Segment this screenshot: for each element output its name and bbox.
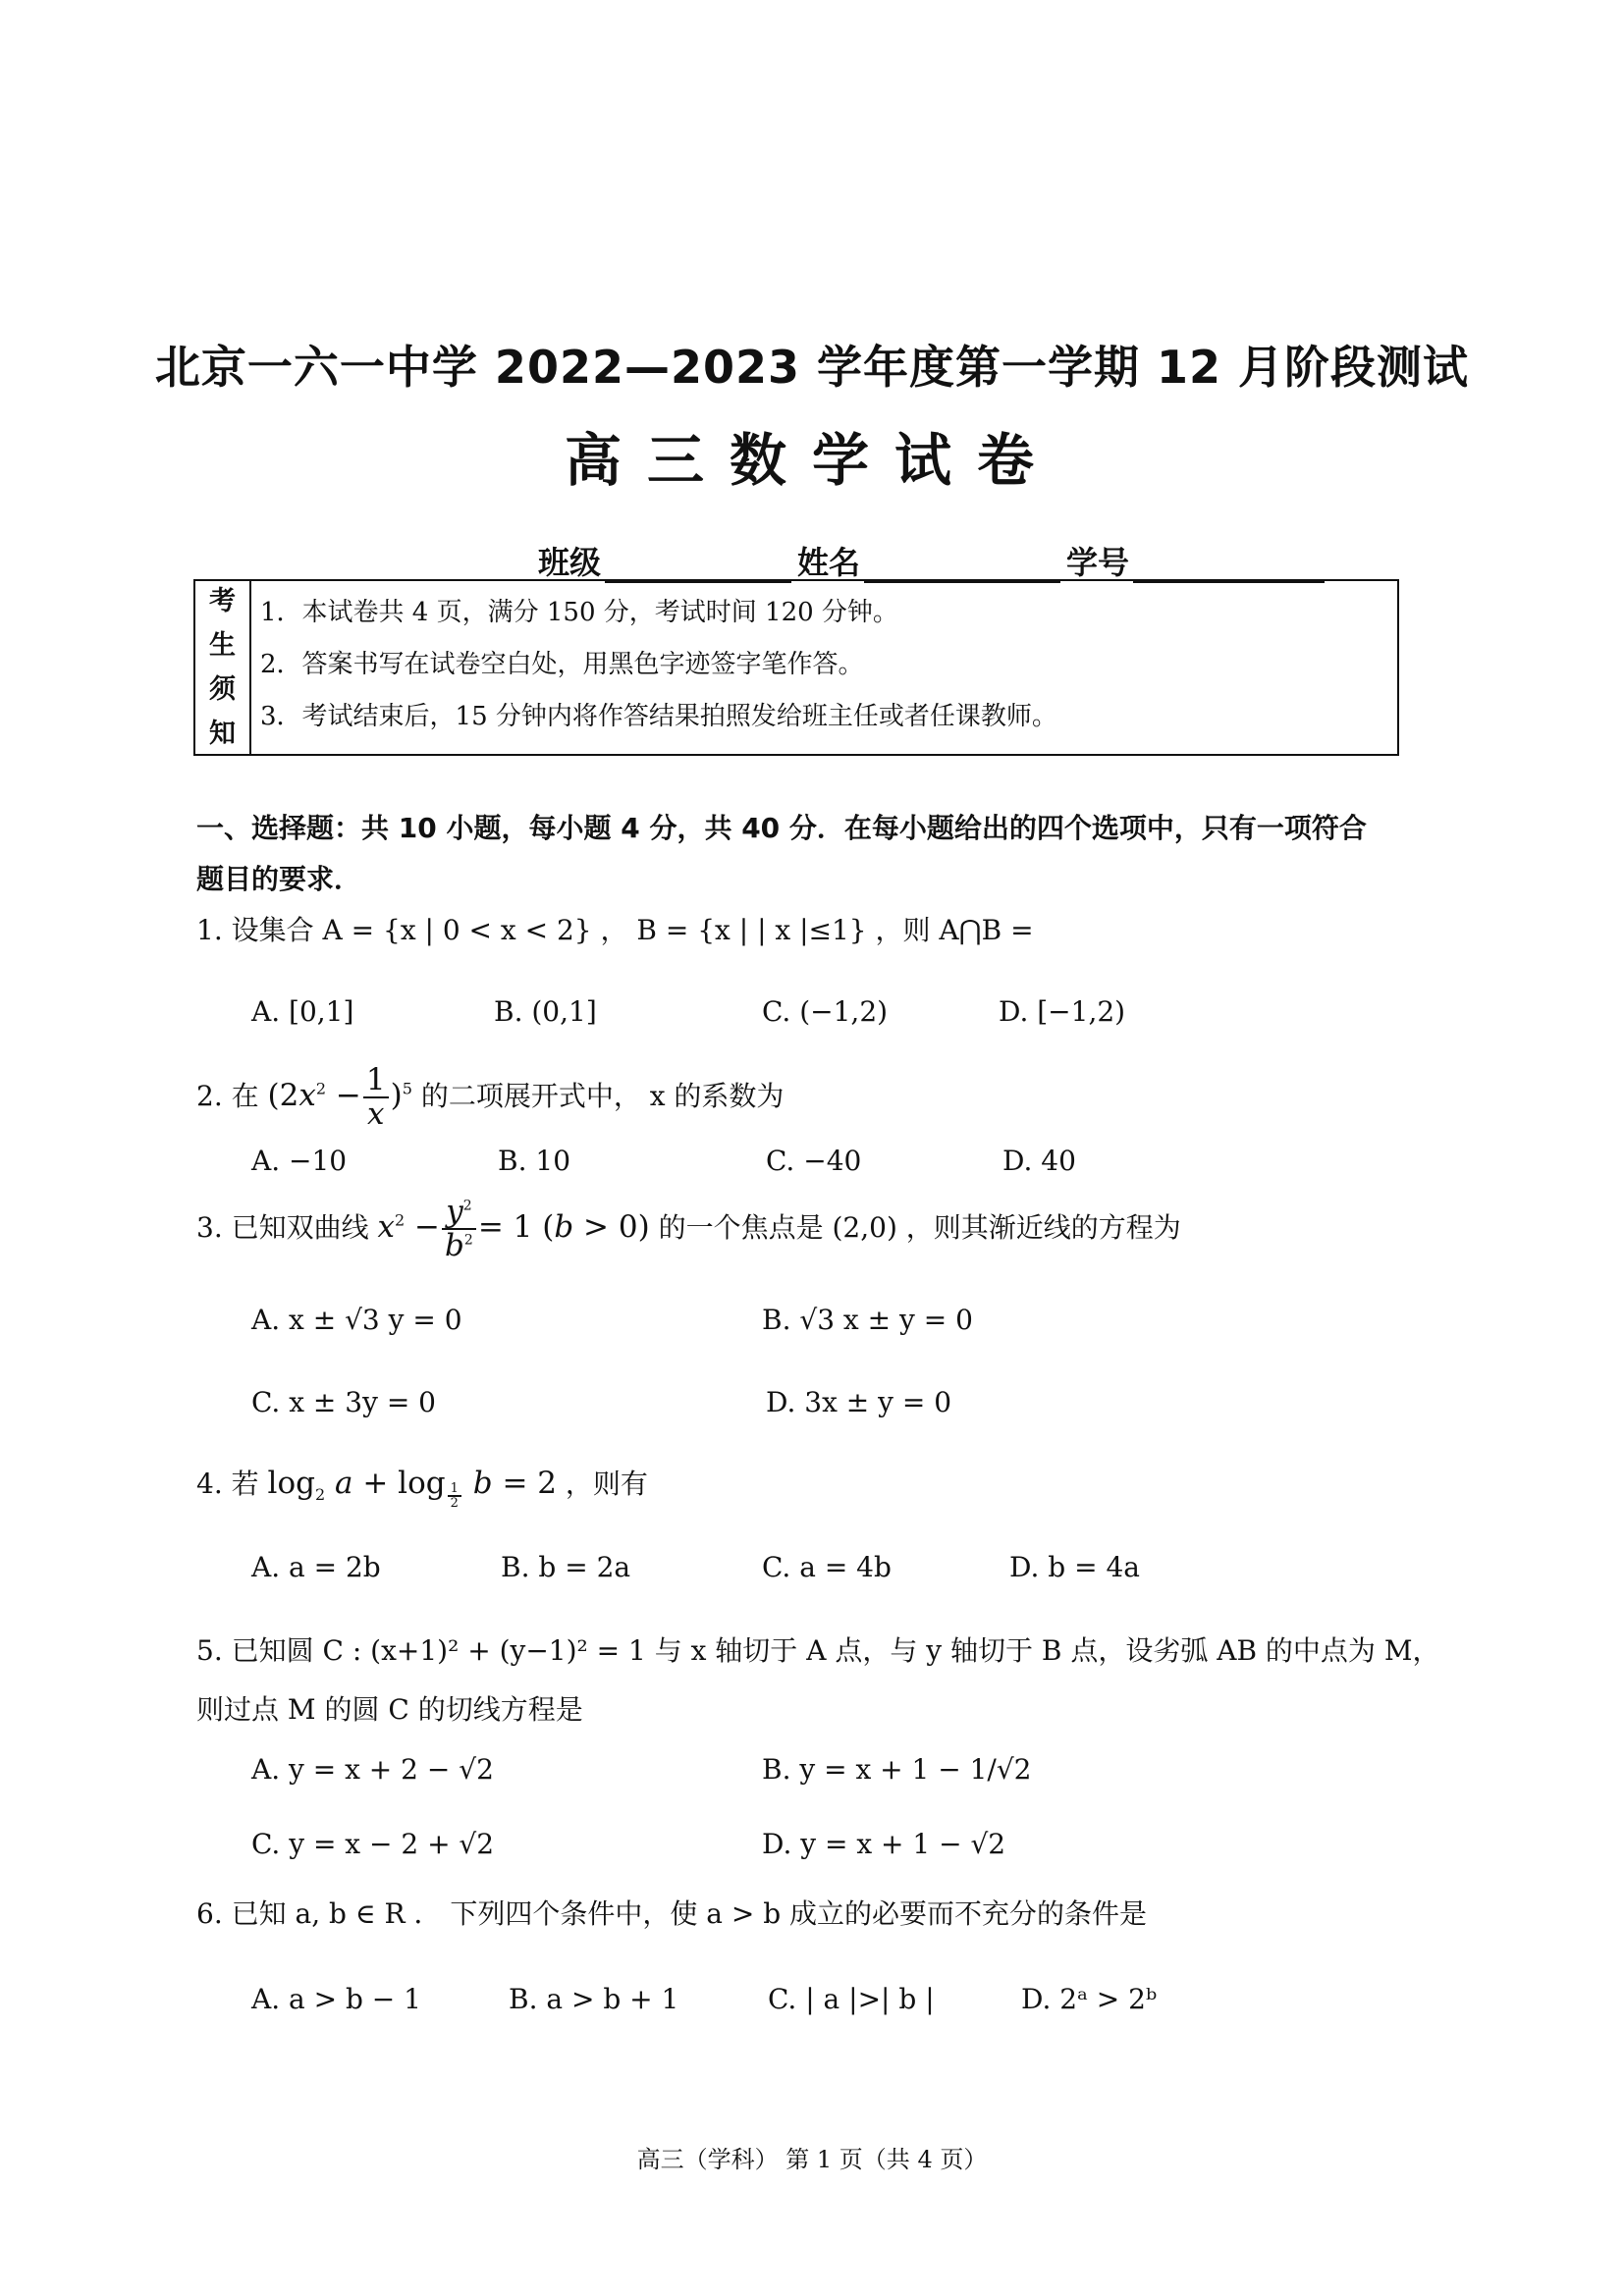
notice-item: 2．答案书写在试卷空白处，用黑色字迹签字笔作答。 [260, 650, 864, 679]
question-4-stem: 4. 若 $\log_2 a + \log$ $_{\frac{1}{2}}$ b = 2 ，则有 [196, 1466, 648, 1512]
q1-option-c[interactable]: C. (−1,2) [762, 995, 889, 1028]
page-footer: 高三（学科） 第 1 页（共 4 页） [636, 2146, 988, 2173]
question-2-stem: 2. 在 ($2x^2$ − $\frac{1}{x}$ )$^5$ 的二项展开式中， x 的系数为 [196, 1062, 785, 1132]
class-blank[interactable] [605, 547, 791, 583]
q5-option-c[interactable]: C. y = x − 2 + √2 [251, 1828, 495, 1860]
q3-option-c[interactable]: C. x ± 3y = 0 [251, 1386, 436, 1418]
section-heading: 一、选择题：共 10 小题，每小题 4 分，共 40 分．在每小题给出的四个选项中，只有一项符合 题目的要求． [196, 812, 1367, 895]
q6-option-a[interactable]: A. a > b − 1 [251, 1983, 421, 2015]
notice-items [260, 587, 1057, 743]
q1-option-a[interactable]: A. [0,1] [251, 995, 354, 1028]
q1-option-d[interactable]: D. [−1,2) [999, 995, 1126, 1028]
notice-item: 1．本试卷共 4 页，满分 150 分，考试时间 120 分钟。 [260, 598, 898, 627]
q2-option-b[interactable]: B. 10 [498, 1145, 571, 1177]
q2-option-d[interactable]: D. 40 [1002, 1145, 1076, 1177]
q5-option-b[interactable]: B. y = x + 1 − 1/√2 [762, 1753, 1032, 1786]
q2-expression: ($2x^2$ − $\frac{1}{x}$ )$^5$ [267, 1062, 412, 1132]
name-blank[interactable] [864, 547, 1060, 583]
student-info-row [538, 538, 1330, 583]
q3-expression: $x^2$ − $\frac{y^2}{b^2}$ = 1 (b > 0) [377, 1194, 650, 1263]
q6-option-d[interactable]: D. 2ᵃ > 2ᵇ [1021, 1983, 1158, 2015]
question-3-stem: 3. 已知双曲线 $x^2$ − $\frac{y^2}{b^2}$ = 1 (b > 0) 的一个焦点是 (2,0) ，则其渐近线的方程为 [196, 1194, 1181, 1263]
question-5-stem-line2: 则过点 M 的圆 C 的切线方程是 [196, 1693, 583, 1726]
q2-option-a[interactable]: A. −10 [251, 1145, 348, 1177]
q2-option-c[interactable]: C. −40 [766, 1145, 862, 1177]
q5-option-d[interactable]: D. y = x + 1 − √2 [762, 1828, 1006, 1860]
notice-side-label: 考 生 须 知 [195, 581, 251, 754]
q5-option-a[interactable]: A. y = x + 2 − √2 [251, 1753, 494, 1786]
q1-option-b[interactable]: B. (0,1] [494, 995, 597, 1028]
exam-title: 北京一六一中学 2022—2023 学年度第一学期 12 月阶段测试 [154, 341, 1470, 394]
q4-option-d[interactable]: D. b = 4a [1009, 1551, 1140, 1583]
question-5-stem-line1: 5. 已知圆 C : (x+1)² + (y−1)² = 1 与 x 轴切于 A 点，与 y 轴切于 B 点，设劣弧 AB 的中点为 M， [196, 1634, 1440, 1667]
q3-option-d[interactable]: D. 3x ± y = 0 [766, 1386, 952, 1418]
q6-option-c[interactable]: C. | a |>| b | [768, 1983, 935, 2015]
student-id-blank[interactable] [1133, 547, 1325, 583]
notice-item: 3．考试结束后，15 分钟内将作答结果拍照发给班主任或者任课教师。 [260, 702, 1057, 731]
name-label: 姓名 [797, 544, 861, 581]
q6-option-b[interactable]: B. a > b + 1 [509, 1983, 679, 2015]
q4-expression: $\log_2 a + \log$ $_{\frac{1}{2}}$ b = 2 [267, 1466, 558, 1512]
question-6-stem: 6. 已知 a, b ∈ R ． 下列四个条件中，使 a > b 成立的必要而不充分的条件是 [196, 1897, 1148, 1930]
q3-option-a[interactable]: A. x ± √3 y = 0 [251, 1304, 462, 1336]
q4-option-a[interactable]: A. a = 2b [251, 1551, 381, 1583]
student-id-label: 学号 [1066, 544, 1130, 581]
q4-option-c[interactable]: C. a = 4b [762, 1551, 892, 1583]
q3-option-b[interactable]: B. √3 x ± y = 0 [762, 1304, 973, 1336]
exam-notice-box [193, 579, 1399, 756]
class-label: 班级 [538, 544, 602, 581]
q4-option-b[interactable]: B. b = 2a [501, 1551, 631, 1583]
question-1-stem: 1. 设集合 A = {x | 0 < x < 2} ， B = {x | | x |≤1} ，则 A⋂B = [196, 914, 1034, 946]
exam-subtitle: 高三数学试卷 [564, 427, 1059, 494]
